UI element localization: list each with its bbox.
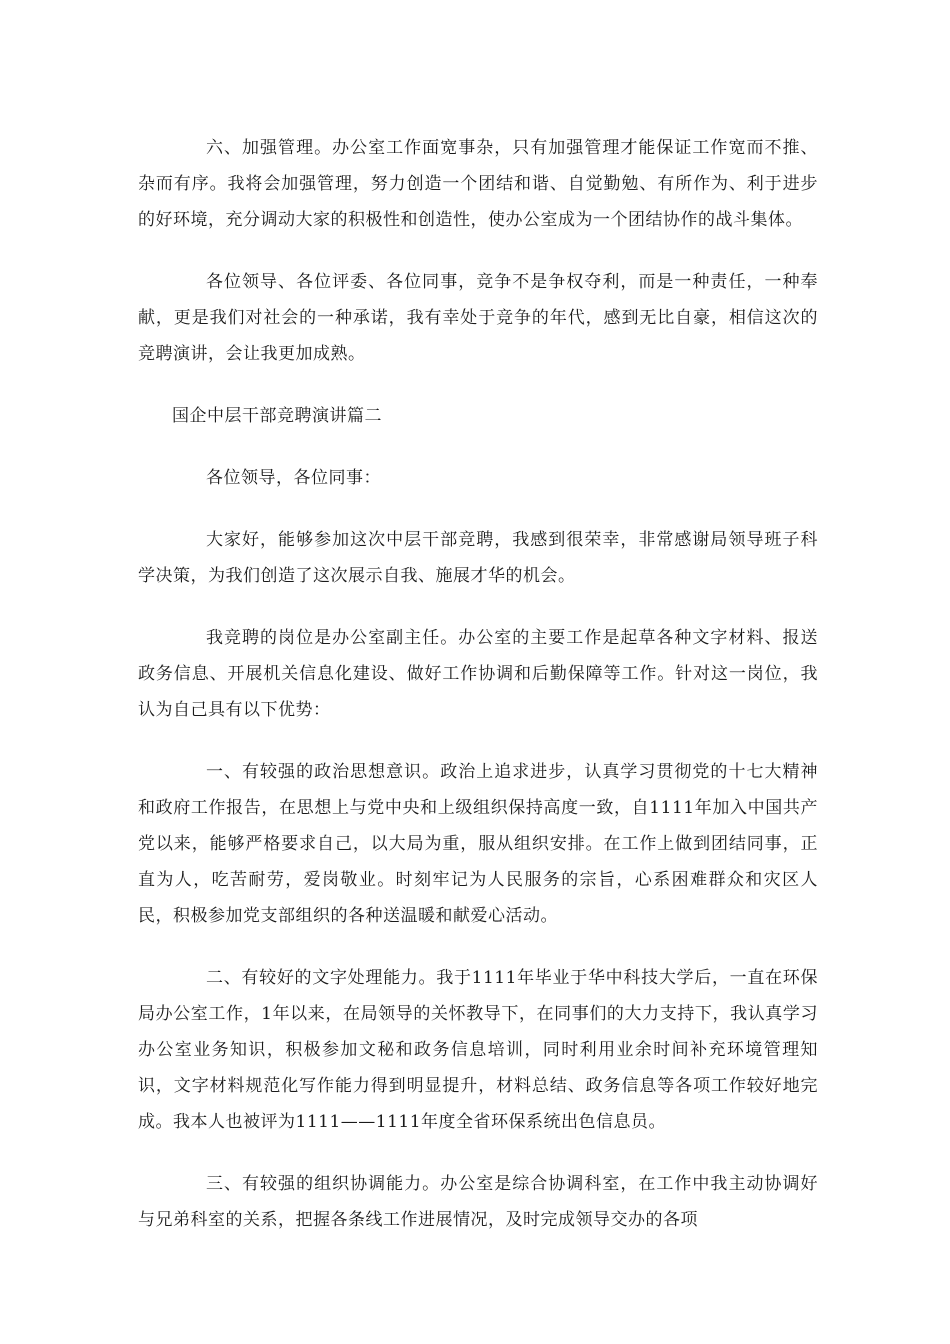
paragraph-coordination-ability: 三、有较强的组织协调能力。办公室是综合协调科室，在工作中我主动协调好与兄弟科室的关系，把握各条线工作进展情况，及时完成领导交办的各项 xyxy=(138,1174,818,1230)
paragraph-position: 我竞聘的岗位是办公室副主任。办公室的主要工作是起草各种文字材料、报送政务信息、开展机关信息化建设、做好工作协调和后勤保障等工作。针对这一岗位，我认为自己具有以下优势： xyxy=(138,628,818,720)
section-title: 国企中层干部竞聘演讲篇二 xyxy=(172,406,382,426)
paragraph-political-awareness: 一、有较强的政治思想意识。政治上追求进步，认真学习贯彻党的十七大精神和政府工作报告，在思想上与党中央和上级组织保持高度一致，自1111年加入中国共产党以来，能够严格要求自己，以大局为重，服从组织安排。在工作上做到团结同事，正直为人，吃苦耐劳，爱岗敬业。时刻牢记为人民服务的宗旨，心系困难群众和灾区人民，积极参加党支部组织的各种送温暖和献爱心活动。 xyxy=(138,762,818,926)
document-body xyxy=(138,130,818,1264)
paragraph-management: 六、加强管理。办公室工作面宽事杂，只有加强管理才能保证工作宽而不推、杂而有序。我将会加强管理，努力创造一个团结和谐、自觉勤勉、有所作为、利于进步的好环境，充分调动大家的积极性和创造性，使办公室成为一个团结协作的战斗集体。 xyxy=(138,138,818,230)
paragraph-salutation: 各位领导，各位同事： xyxy=(206,468,381,488)
paragraph-writing-ability: 二、有较好的文字处理能力。我于1111年毕业于华中科技大学后，一直在环保局办公室工作，1年以来，在局领导的关怀教导下，在同事们的大力支持下，我认真学习办公室业务知识，积极参加文秘和政务信息培训，同时利用业余时间补充环境管理知识，文字材料规范化写作能力得到明显提升，材料总结、政务信息等各项工作较好地完成。我本人也被评为1111——1111年度全省环保系统出色信息员。 xyxy=(138,968,818,1132)
paragraph-greeting: 大家好，能够参加这次中层干部竞聘，我感到很荣幸，非常感谢局领导班子科学决策，为我们创造了这次展示自我、施展才华的机会。 xyxy=(138,530,818,586)
paragraph-closing-remarks: 各位领导、各位评委、各位同事，竞争不是争权夺利，而是一种责任，一种奉献，更是我们对社会的一种承诺，我有幸处于竞争的年代，感到无比自豪，相信这次的竞聘演讲，会让我更加成熟。 xyxy=(138,272,818,364)
